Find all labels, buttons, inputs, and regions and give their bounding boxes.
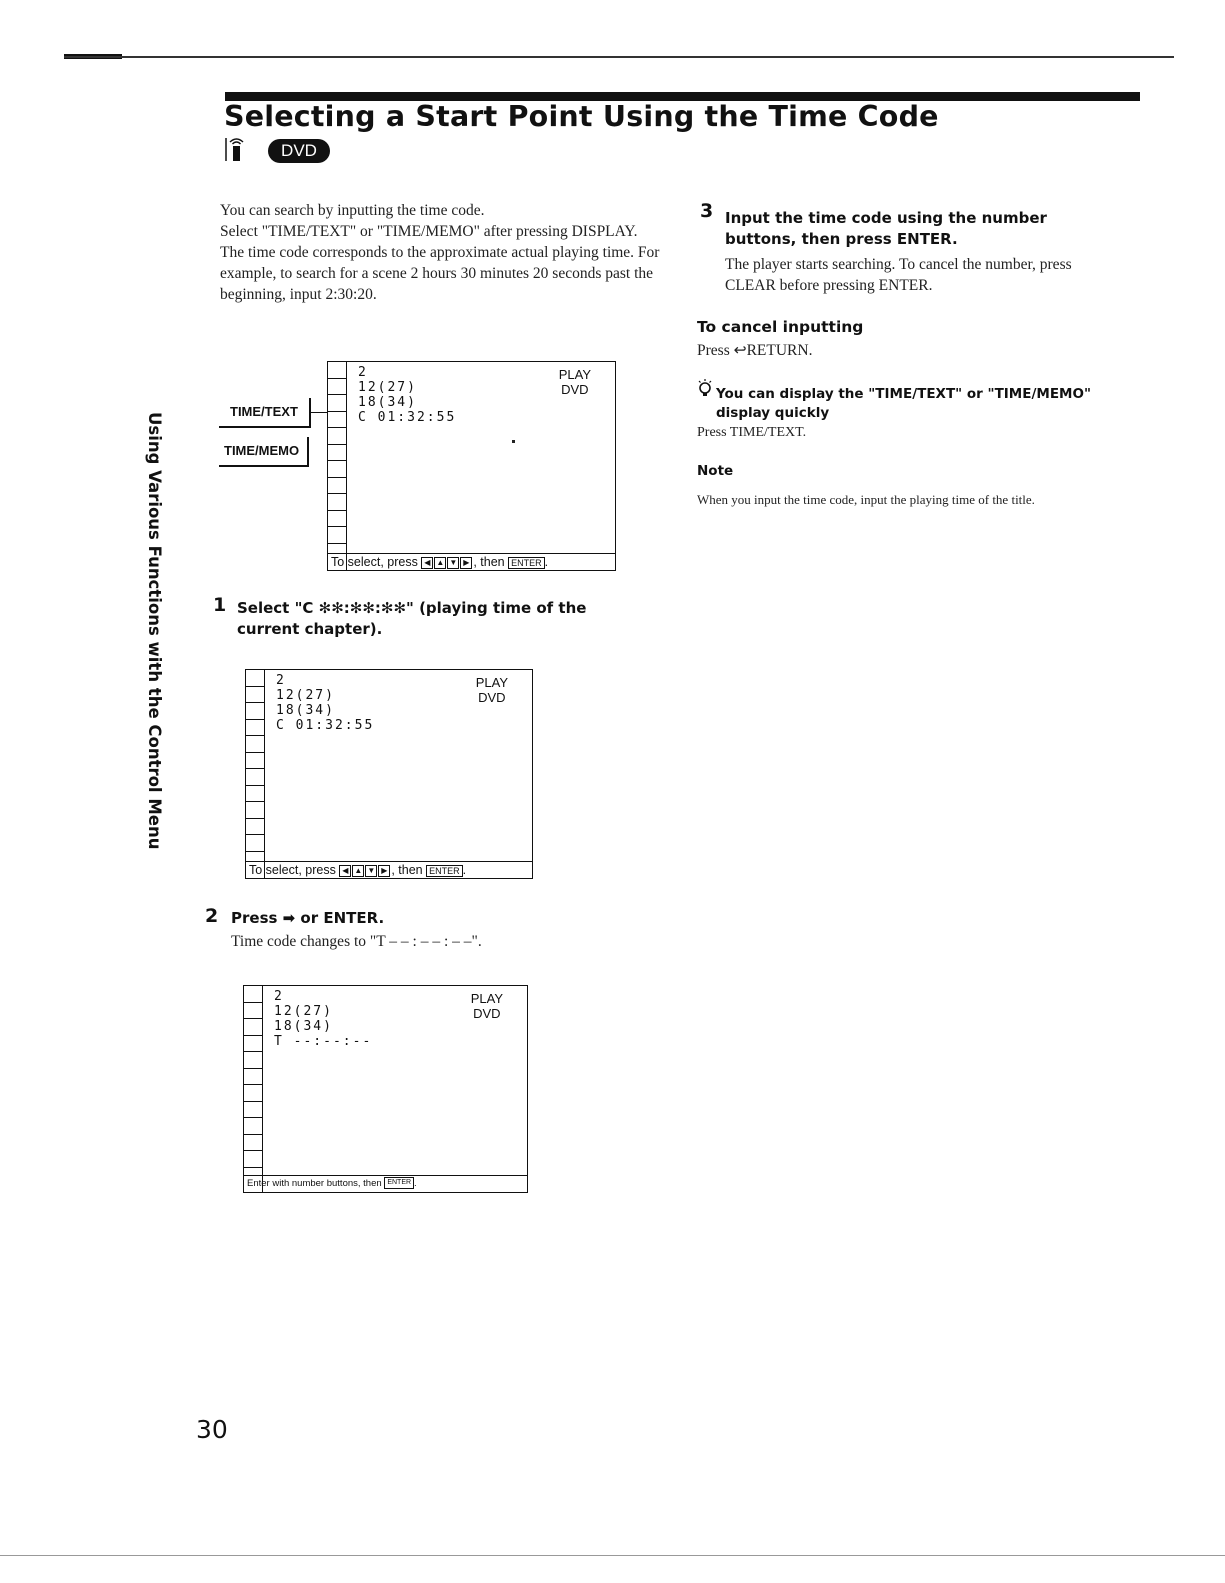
tip-heading: You can display the "TIME/TEXT" or "TIME/MEMO" display quickly	[716, 386, 1091, 421]
step-number: 2	[205, 905, 219, 927]
osd-status	[476, 675, 508, 705]
right-arrow-key-icon: ▶	[378, 865, 390, 877]
step-heading: Input the time code using the number buttons, then press ENTER.	[725, 209, 1047, 248]
osd-footer	[328, 553, 615, 570]
osd-info-lines	[276, 673, 374, 733]
osd-status	[471, 991, 503, 1021]
page-number: 30	[196, 1415, 228, 1444]
osd-play-status: PLAY	[558, 367, 591, 382]
enter-key-icon: ENTER	[384, 1177, 414, 1189]
note-heading: Note	[697, 463, 734, 479]
cancel-heading: To cancel inputting	[697, 318, 864, 336]
screen-mark	[512, 440, 515, 443]
osd-footer-text: .	[462, 863, 467, 877]
label-bracket	[307, 437, 309, 467]
osd-line: T --:--:--	[274, 1034, 373, 1049]
osd-footer-text: To select, press	[331, 555, 418, 569]
dvd-badge: DVD	[268, 139, 330, 163]
osd-line: 12(27)	[274, 1004, 333, 1019]
osd-line: 18(34)	[276, 703, 335, 718]
osd-disc-type: DVD	[473, 1006, 501, 1021]
osd-line: C 01:32:55	[276, 718, 375, 733]
hint-lightbulb-icon	[696, 378, 714, 398]
osd-line: 2	[274, 989, 284, 1004]
osd-line: 18(34)	[358, 395, 417, 410]
osd-footer-text: To select, press	[249, 863, 336, 877]
osd-screen	[327, 361, 616, 571]
osd-status	[559, 367, 591, 397]
intro-text	[220, 200, 660, 305]
enter-key-icon: ENTER	[508, 557, 545, 569]
osd-info-lines	[358, 365, 456, 425]
intro-line: Select "TIME/TEXT" or "TIME/MEMO" after pressing DISPLAY.	[220, 223, 638, 240]
osd-footer	[246, 861, 532, 878]
osd-disc-type: DVD	[478, 690, 506, 705]
osd-line: 12(27)	[358, 380, 417, 395]
bottom-rule	[0, 1555, 1225, 1556]
osd-line: C 01:32:55	[358, 410, 457, 425]
right-arrow-key-icon: ▶	[460, 557, 472, 569]
osd-line: 2	[276, 673, 286, 688]
step-heading: Select "C ✻✻:✻✻:✻✻" (playing time of the current chapter).	[237, 599, 587, 638]
intro-line: The time code corresponds to the approximate actual playing time. For example, to search for a scene 2 hours 30 minutes 20 seconds past the beginning, input 2:30:20.	[220, 244, 660, 303]
label-underline	[219, 465, 307, 467]
osd-icon-column	[328, 362, 347, 570]
osd-footer-text: , then	[473, 555, 505, 569]
down-arrow-key-icon: ▼	[447, 557, 459, 569]
step-text: The player starts searching. To cancel the number, press CLEAR before pressing ENTER.	[725, 256, 1072, 294]
time-text-label: TIME/TEXT	[230, 404, 298, 419]
osd-footer-text: Enter with number buttons, then	[247, 1178, 382, 1189]
osd-icon-column	[246, 670, 265, 878]
label-underline	[219, 426, 309, 428]
enter-key-icon: ENTER	[426, 865, 463, 877]
step-text: Time code changes to "T – – : – – : – –".	[231, 933, 482, 950]
osd-play-status: PLAY	[470, 991, 503, 1006]
step-number: 1	[213, 594, 227, 616]
chapter-side-tab	[142, 412, 168, 850]
tip-text: Press TIME/TEXT.	[697, 425, 807, 440]
up-arrow-key-icon: ▲	[434, 557, 446, 569]
chapter-side-tab-label: Using Various Functions with the Control Menu	[145, 412, 164, 850]
osd-screen	[245, 669, 533, 879]
step-number: 3	[700, 200, 714, 222]
intro-line: You can search by inputting the time code.	[220, 202, 485, 219]
up-arrow-key-icon: ▲	[352, 865, 364, 877]
osd-icon-column	[244, 986, 263, 1192]
time-memo-label: TIME/MEMO	[224, 443, 300, 458]
osd-line: 2	[358, 365, 368, 380]
osd-play-status: PLAY	[475, 675, 508, 690]
down-arrow-key-icon: ▼	[365, 865, 377, 877]
cancel-text: Press ↩RETURN.	[697, 342, 813, 359]
step-heading: Press ➡ or ENTER.	[231, 909, 385, 927]
header-rule	[64, 56, 1174, 58]
osd-info-lines	[274, 989, 372, 1049]
left-arrow-key-icon: ◀	[339, 865, 351, 877]
osd-line: 12(27)	[276, 688, 335, 703]
osd-line: 18(34)	[274, 1019, 333, 1034]
osd-screen	[243, 985, 528, 1193]
osd-footer-text: .	[414, 1178, 417, 1189]
osd-footer-text: , then	[391, 863, 423, 877]
osd-footer-text: .	[544, 555, 549, 569]
left-arrow-key-icon: ◀	[421, 557, 433, 569]
remote-control-icon	[224, 134, 248, 162]
osd-footer	[244, 1175, 527, 1192]
osd-disc-type: DVD	[561, 382, 589, 397]
page-title: Selecting a Start Point Using the Time Code	[224, 100, 939, 133]
label-bracket	[309, 398, 311, 428]
note-text: When you input the time code, input the playing time of the title.	[697, 492, 1035, 507]
